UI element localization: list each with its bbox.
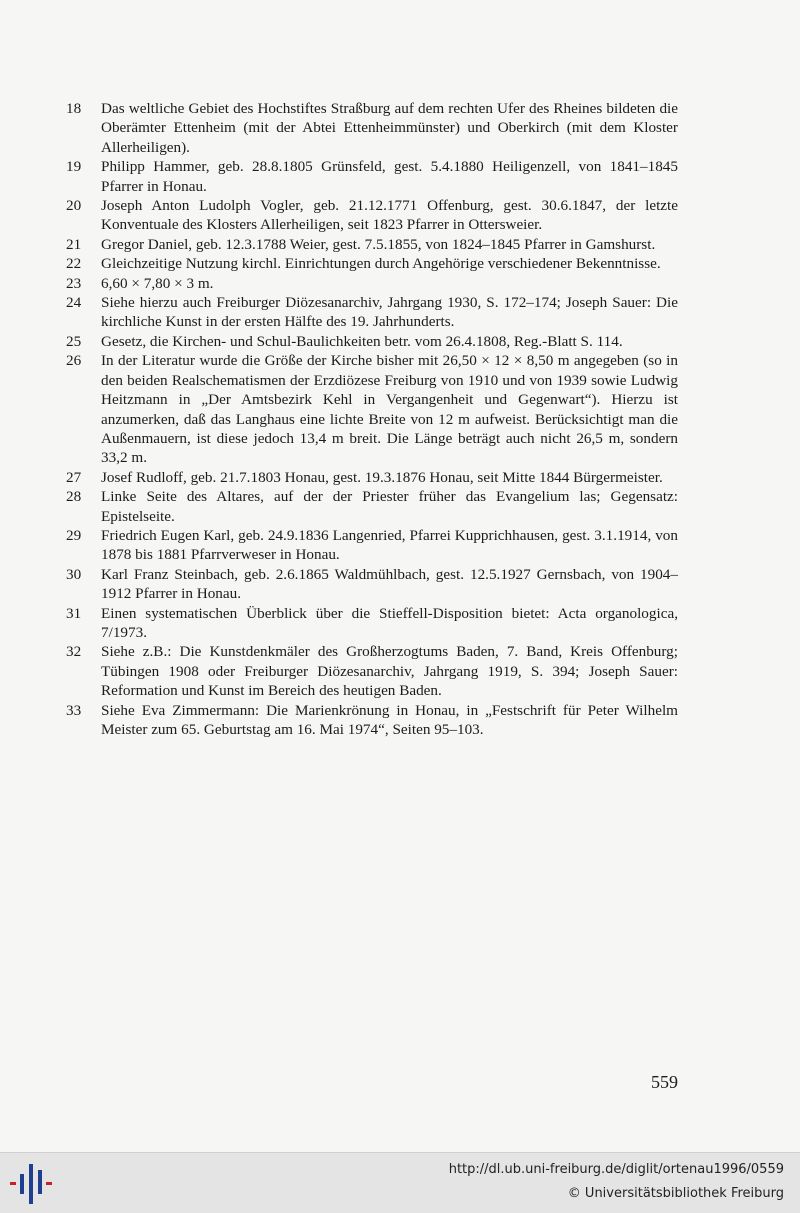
footnote-number: 32 bbox=[66, 643, 82, 661]
footnote bbox=[66, 468, 678, 487]
footnote-number: 25 bbox=[66, 332, 82, 350]
footnote-number: 26 bbox=[66, 352, 82, 370]
footnote-number: 27 bbox=[66, 468, 82, 486]
logo-bar-blue-2 bbox=[29, 1164, 33, 1204]
footnote-text: Friedrich Eugen Karl, geb. 24.9.1836 Langenried, Pfarrei Kupprichhausen, gest. 3.1.1914, von 1878 bis 1881 Pfarrverweser in Honau. bbox=[101, 526, 678, 564]
footnote-text: Gregor Daniel, geb. 12.3.1788 Weier, gest. 7.5.1855, von 1824–1845 Pfarrer in Gamshurst. bbox=[101, 235, 656, 253]
footnote-number: 22 bbox=[66, 255, 82, 273]
footnote-number: 33 bbox=[66, 701, 82, 719]
footnotes-list bbox=[66, 99, 678, 739]
footnote-text: Gleichzeitige Nutzung kirchl. Einrichtungen durch Angehörige verschiedener Bekenntnisse. bbox=[101, 255, 661, 273]
footnote-number: 30 bbox=[66, 565, 82, 583]
footnote-text: Das weltliche Gebiet des Hochstiftes Straßburg auf dem rechten Ufer des Rheines bildeten die Oberämter Ettenheim (mit der Abtei Ettenheimmünster) und Oberkirch (mit dem Kloster Allerheiligen). bbox=[101, 100, 678, 156]
source-url-link[interactable]: http://dl.ub.uni-freiburg.de/diglit/ortenau1996/0559 bbox=[448, 1162, 784, 1177]
footnote-text: Philipp Hammer, geb. 28.8.1805 Grünsfeld, gest. 5.4.1880 Heiligenzell, von 1841–1845 Pfarrer in Honau. bbox=[101, 158, 678, 195]
footnote-number: 29 bbox=[66, 526, 82, 544]
footnote-number: 19 bbox=[66, 158, 82, 176]
footnote bbox=[66, 487, 678, 526]
footnote-text: Karl Franz Steinbach, geb. 2.6.1865 Waldmühlbach, gest. 12.5.1927 Gernsbach, von 1904–1912 Pfarrer in Honau. bbox=[101, 565, 678, 603]
footnote-text: Gesetz, die Kirchen- und Schul-Baulichkeiten betr. vom 26.4.1808, Reg.-Blatt S. 114. bbox=[101, 332, 623, 350]
footnote-number: 18 bbox=[66, 100, 82, 117]
logo-bar-blue-1 bbox=[20, 1174, 24, 1194]
ub-freiburg-logo-icon bbox=[10, 1164, 52, 1204]
footnote bbox=[66, 293, 678, 332]
footnote bbox=[66, 235, 678, 254]
footnote-number: 28 bbox=[66, 488, 82, 506]
footnote bbox=[66, 526, 678, 565]
footnote-text: Einen systematischen Überblick über die Stieffell-Disposition bietet: Acta organologica, 7/1973. bbox=[101, 604, 678, 641]
viewer-footer bbox=[0, 1152, 800, 1213]
footnote bbox=[66, 254, 678, 273]
footnote bbox=[66, 604, 678, 643]
footnote bbox=[66, 196, 678, 235]
copyright-text: © Universitätsbibliothek Freiburg bbox=[567, 1186, 784, 1201]
footnote bbox=[66, 157, 678, 196]
footnote-text: Siehe hierzu auch Freiburger Diözesanarchiv, Jahrgang 1930, S. 172–174; Joseph Sauer: Die kirchliche Kunst in der ersten Hälfte des 19. Jahrhunderts. bbox=[101, 294, 678, 331]
footnote-text: In der Literatur wurde die Größe der Kirche bisher mit 26,50 × 12 × 8,50 m angegeben (so in den beiden Realschematismen der Erzdiözese Freiburg von 1910 und von 1939 sowie Ludwig Heitzmann in „Der Amtsbezirk Kehl in Vergangenheit und Gegenwart“). Hierzu ist anzumerken, daß das Langhaus eine lichte Breite von 12 m aufweist. Berücksichtigt man die Außenmauern, ist diese jedoch 13,4 m breit. Die Länge beträgt auch nicht 26,5 m, sondern 33,2 m. bbox=[101, 352, 678, 467]
footnote bbox=[66, 351, 678, 467]
footnote bbox=[66, 274, 678, 293]
logo-bar-blue-3 bbox=[38, 1170, 42, 1194]
footnote-text: Josef Rudloff, geb. 21.7.1803 Honau, gest. 19.3.1876 Honau, seit Mitte 1844 Bürgermeister. bbox=[101, 468, 663, 486]
footnote-text: Siehe z.B.: Die Kunstdenkmäler des Großherzogtums Baden, 7. Band, Kreis Offenburg; Tübingen 1908 oder Freiburger Diözesanarchiv, Jahrgang 1919, S. 394; Joseph Sauer: Reformation und Kunst im Bereich des heutigen Baden. bbox=[101, 643, 678, 700]
footnote bbox=[66, 565, 678, 604]
footnote bbox=[66, 99, 678, 157]
footnote-number: 23 bbox=[66, 274, 82, 292]
footnote bbox=[66, 701, 678, 740]
footnote-text: 6,60 × 7,80 × 3 m. bbox=[101, 274, 214, 292]
footnote-number: 21 bbox=[66, 235, 82, 253]
footnote-text: Linke Seite des Altares, auf der der Priester früher das Evangelium las; Gegensatz: Epistelseite. bbox=[101, 488, 678, 525]
logo-bar-red-left bbox=[10, 1182, 16, 1185]
footnote-number: 24 bbox=[66, 294, 82, 312]
footnote bbox=[66, 332, 678, 351]
footnote-number: 20 bbox=[66, 197, 82, 215]
footnote-text: Joseph Anton Ludolph Vogler, geb. 21.12.1771 Offenburg, gest. 30.6.1847, der letzte Konventuale des Klosters Allerheiligen, seit 1823 Pfarrer in Ottersweier. bbox=[101, 197, 678, 234]
footnote-text: Siehe Eva Zimmermann: Die Marienkrönung in Honau, in „Festschrift für Peter Wilhelm Meister zum 65. Geburtstag am 16. Mai 1974“, Seiten 95–103. bbox=[101, 701, 678, 738]
footnote bbox=[66, 642, 678, 700]
footnote-number: 31 bbox=[66, 604, 82, 622]
logo-bar-red-right bbox=[46, 1182, 52, 1185]
page-number: 559 bbox=[651, 1072, 678, 1092]
